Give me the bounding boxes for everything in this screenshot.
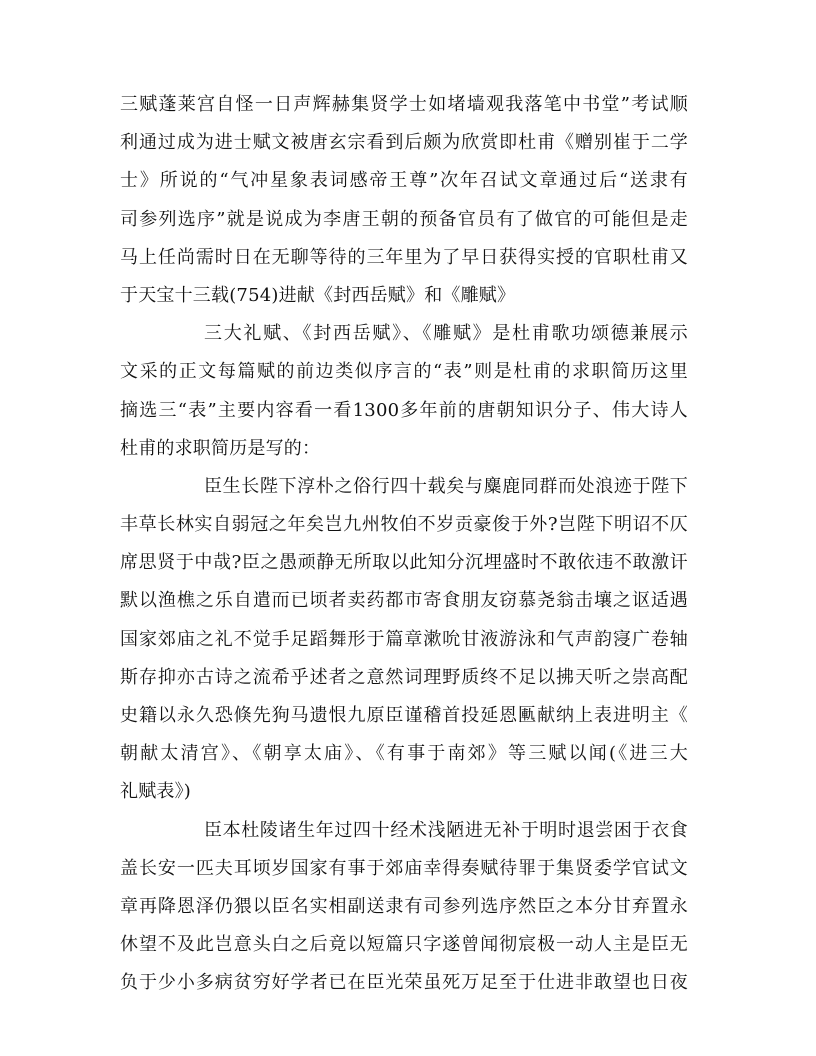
- text-line: 盖长安一匹夫耳顷岁国家有事于郊庙幸得奏赋待罪于集贤委学官试文: [120, 857, 688, 879]
- text-line: 席思贤于中哉?臣之愚顽静无所取以此知分沉埋盛时不敢依违不敢激讦: [120, 552, 688, 574]
- text-line: 司参列选序”就是说成为李唐王朝的预备官员有了做官的可能但是走: [120, 208, 688, 230]
- text-line: 臣生长陛下淳朴之俗行四十载矣与麋鹿同群而处浪迹于陛下: [204, 475, 688, 497]
- text-line: 丰草长林实自弱冠之年矣岂九州牧伯不岁贡豪俊于外?岂陛下明诏不仄: [120, 514, 688, 536]
- text-line: 负于少小多病贫穷好学者已在臣光荣虽死万足至于仕进非敢望也日夜: [120, 972, 688, 994]
- text-line: 朝献太清宫》、《朝享太庙》、《有事于南郊》等三赋以闻(《进三大: [120, 743, 688, 765]
- text-line: 国家郊庙之礼不觉手足蹈舞形于篇章漱吮甘液游泳和气声韵寖广卷轴: [120, 628, 688, 650]
- text-line: 三赋蓬莱宫自怪一日声辉赫集贤学士如堵墙观我落笔中书堂”考试顺: [120, 94, 688, 115]
- text-line: 摘选三“表”主要内容看一看1300多年前的唐朝知识分子、伟大诗人: [120, 399, 688, 421]
- text-line: 利通过成为进士赋文被唐玄宗看到后颇为欣赏即杜甫《赠别崔于二学: [120, 132, 688, 154]
- text-line: 杜甫的求职简历是写的：: [120, 437, 321, 459]
- text-line: 士》所说的“气冲星象表词感帝王尊”次年召试文章通过后“送隶有: [120, 170, 688, 192]
- text-line: 文采的正文每篇赋的前边类似序言的“表”则是杜甫的求职简历这里: [120, 361, 688, 383]
- text-line: 默以渔樵之乐自遣而已顷者卖药都市寄食朋友窃慕尧翁击壤之讴适遇: [120, 590, 688, 612]
- text-line: 章再降恩泽仍猥以臣名实相副送隶有司参列选序然臣之本分甘弃置永: [120, 895, 688, 917]
- body-text: [120, 86, 688, 1003]
- text-line: 休望不及此岂意头白之后竟以短篇只字遂曾闻彻宸极一动人主是臣无: [120, 934, 688, 956]
- text-line: 三大礼赋、《封西岳赋》、《雕赋》是杜甫歌功颂德兼展示: [204, 323, 688, 345]
- text-line: 史籍以永久恐倏先狗马遗恨九原臣谨稽首投延恩匭献纳上表进明主《: [120, 705, 688, 726]
- text-line: 马上任尚需时日在无聊等待的三年里为了早日获得实授的官职杜甫又: [120, 246, 688, 268]
- text-line: 臣本杜陵诸生年过四十经术浅陋进无补于明时退尝困于衣食: [204, 819, 688, 841]
- text-line: 礼赋表》): [120, 781, 192, 803]
- text-line: 于天宝十三载(754)进献《封西岳赋》和《雕赋》: [120, 284, 516, 306]
- text-line: 斯存抑亦古诗之流希乎述者之意然词理野质终不足以拂天听之崇高配: [120, 666, 688, 688]
